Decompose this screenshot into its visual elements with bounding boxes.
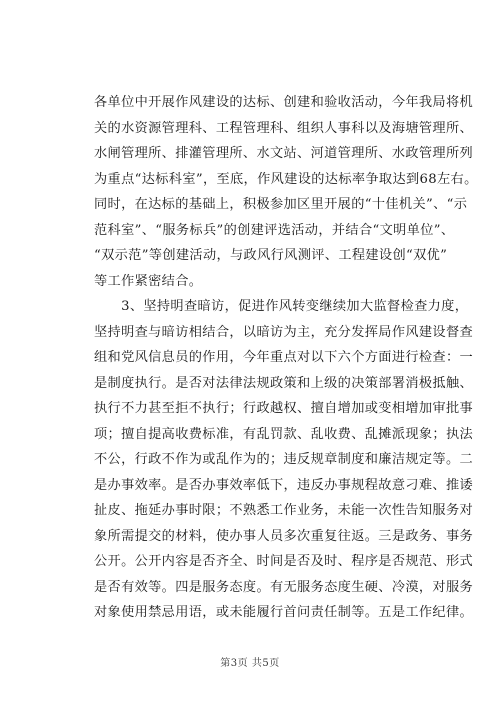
text-line: 不公，行政不作为或乱作为的；违反规章制度和廉洁规定等。二 <box>94 452 474 467</box>
text-line: 扯皮、拖延办事时限；不熟悉工作业务，未能一次性告知服务对 <box>94 503 474 518</box>
text-line: 是办事效率。是否办事效率低下，违反办事规程故意刁难、推诿 <box>94 477 474 493</box>
body-text <box>94 90 478 626</box>
text-line: 公开。公开内容是否齐全、时间是否及时、程序是否规范、形式 <box>94 554 474 569</box>
text-line: “双示范”等创建活动，与政风行风测评、工程建设创“双优” <box>94 248 448 263</box>
text-line: 关的水资源管理科、工程管理科、组织人事科以及海塘管理所、 <box>94 120 474 136</box>
text-line: 为重点“达标科室”，至底，作风建设的达标率争取达到68左右。 <box>94 171 478 187</box>
page-number: 第3页 共5页 <box>220 658 280 669</box>
text-line: 执行不力甚至拒不执行；行政越权、擅自增加或变相增加审批事 <box>94 401 474 416</box>
text-line: 水闸管理所、排灌管理所、水文站、河道管理所、水政管理所列 <box>94 146 474 161</box>
text-line: 坚持明查与暗访相结合，以暗访为主，充分发挥局作风建设督查 <box>94 324 474 340</box>
text-line: 是制度执行。是否对法律法规政策和上级的决策部署消极抵触、 <box>94 375 474 391</box>
text-line: 同时，在达标的基础上，积极参加区里开展的“十佳机关”、“示 <box>94 197 468 212</box>
text-line: 组和党风信息员的作用，今年重点对以下六个方面进行检查：一 <box>94 350 474 365</box>
text-line: 是否有效等。四是服务态度。有无服务态度生硬、冷漠，对服务 <box>94 579 474 595</box>
text-line: 对象使用禁忌用语，或未能履行首问责任制等。五是工作纪律。 <box>94 605 474 620</box>
text-line: 象所需提交的材料，使办事人员多次重复往返。三是政务、事务 <box>94 528 474 544</box>
text-line: 各单位中开展作风建设的达标、创建和验收活动，今年我局将机 <box>94 95 474 110</box>
text-line: 项；擅自提高收费标准，有乱罚款、乱收费、乱摊派现象；执法 <box>94 426 474 442</box>
text-line: 3、坚持明查暗访，促进作风转变继续加大监督检查力度， <box>94 299 469 314</box>
text-line: 范科室”、“服务标兵”的创建评选活动，并结合“文明单位”、 <box>94 222 455 238</box>
text-line: 等工作紧密结合。 <box>94 273 203 289</box>
